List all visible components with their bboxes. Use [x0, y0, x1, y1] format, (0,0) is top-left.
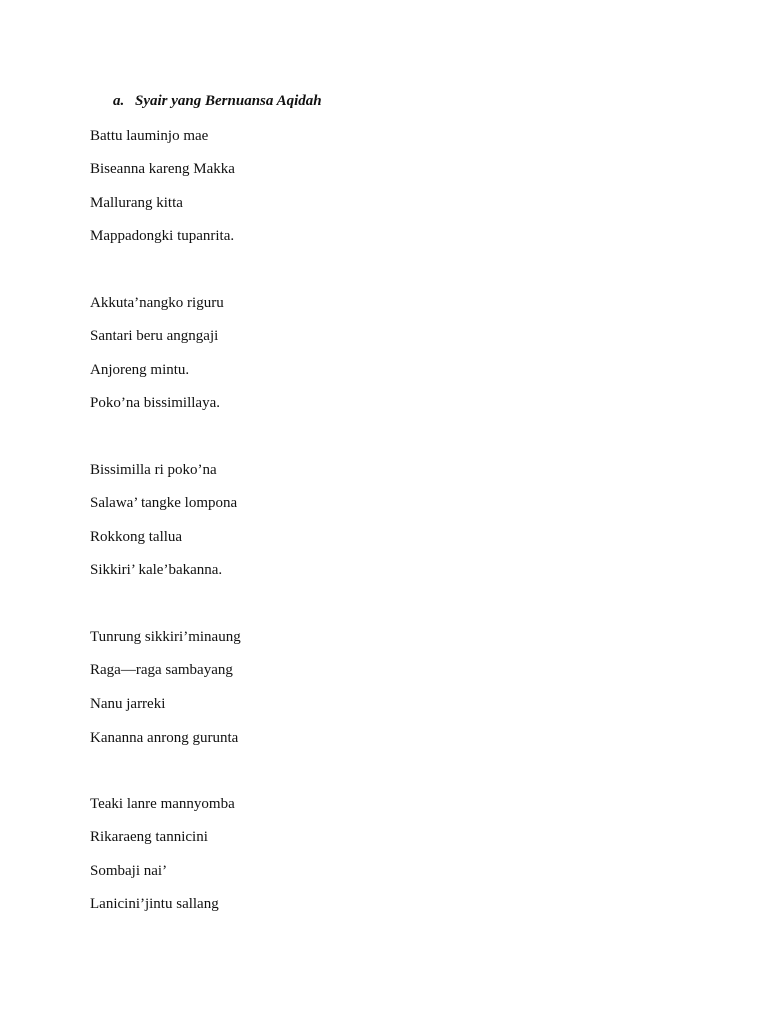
section-heading — [113, 93, 322, 110]
verse-line: Raga—raga sambayang — [90, 662, 233, 678]
verse-line: Santari beru angngaji — [90, 328, 219, 344]
verse-line: Sikkiri’ kale’bakanna. — [90, 562, 223, 578]
verse-line: Battu lauminjo mae — [90, 128, 209, 144]
verse-line: Rokkong tallua — [90, 529, 183, 545]
verse-line: Lanicini’jintu sallang — [90, 896, 219, 912]
verse-line: Biseanna kareng Makka — [90, 161, 235, 177]
verse-line: Tunrung sikkiri’minaung — [90, 629, 241, 645]
verse-line: Akkuta’nangko riguru — [90, 295, 224, 311]
verse-line: Poko’na bissimillaya. — [90, 395, 220, 411]
verse-line: Rikaraeng tannicini — [90, 829, 208, 845]
section-title: Syair yang Bernuansa Aqidah — [135, 93, 322, 109]
verse-line: Mappadongki tupanrita. — [90, 228, 235, 244]
verse-line: Sombaji nai’ — [90, 863, 168, 879]
verse-line: Salawa’ tangke lompona — [90, 495, 238, 511]
verse-line: Mallurang kitta — [90, 195, 183, 211]
list-marker: a. — [113, 93, 125, 109]
verse-line: Kananna anrong gurunta — [90, 730, 239, 746]
verse-line: Bissimilla ri poko’na — [90, 462, 217, 478]
verse-line: Anjoreng mintu. — [90, 362, 190, 378]
verse-line: Teaki lanre mannyomba — [90, 796, 235, 812]
verse-line: Nanu jarreki — [90, 696, 166, 712]
